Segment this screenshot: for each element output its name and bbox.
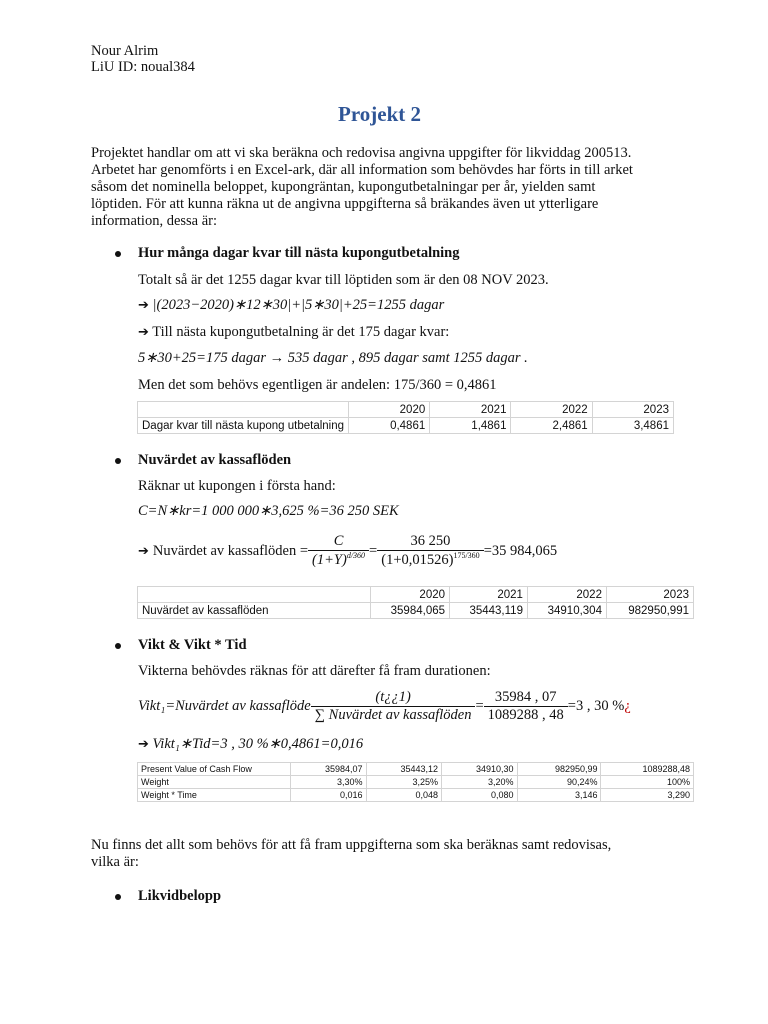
- table-header: 2022: [511, 402, 592, 418]
- outro-line: vilka är:: [91, 854, 139, 870]
- intro-line: Projektet handlar om att vi ska beräkna och redovisa angivna uppgifter för likviddag 200513.: [91, 145, 632, 161]
- table-header: 2021: [430, 402, 511, 418]
- bullet-icon: [115, 458, 121, 464]
- section1-line3: Men det som behövs egentligen är andelen: 175/360 = 0,4861: [138, 377, 497, 393]
- page-title: Projekt 2: [338, 102, 422, 126]
- table-cell: 982950,99: [517, 763, 601, 776]
- table-row-label: Weight * Time: [138, 789, 291, 802]
- arrow-icon: ➔: [138, 325, 149, 340]
- table-cell: 35443,119: [450, 603, 528, 619]
- weight-result-mark: ¿: [624, 697, 631, 714]
- pv-label: Nuvärdet av kassaflöden =: [152, 542, 309, 559]
- days-table: [137, 401, 674, 434]
- section1-line1: Totalt så är det 1255 dagar kvar till löptiden som är den 08 NOV 2023.: [138, 272, 549, 288]
- table-header: 2022: [527, 587, 606, 603]
- table-header: 2021: [450, 587, 528, 603]
- bullet-icon: [115, 251, 121, 257]
- arrow-icon: ➔: [138, 298, 149, 313]
- table-row: [138, 418, 674, 434]
- section4-heading: Likvidbelopp: [138, 888, 222, 904]
- table-cell: 0,080: [442, 789, 518, 802]
- table-row: [138, 789, 694, 802]
- weight-equation: Vikt₁=Nuvärdet av kassaflöde $\frac{(t¿¿1)}{\text{∑ Nuvärdet av kassaflöden}}$ = $\frac{35984 , 07}{1089288 , 48}$ =3 , 30 % ¿: [138, 688, 631, 723]
- table-cell: 100%: [601, 776, 694, 789]
- section3-formula2: ➔ Vikt₁∗Tid=3 , 30 %∗0,4861=0,016: [138, 736, 364, 752]
- table-cell: 35984,065: [371, 603, 450, 619]
- section3-line1: Vikterna behövdes räknas för att därefter få fram durationen:: [138, 663, 491, 679]
- table-cell: 34910,304: [527, 603, 606, 619]
- pv-fraction: $\frac{C}{(1+Y)^{d/360}}$: [308, 533, 369, 569]
- table-cell: 0,4861: [349, 418, 430, 434]
- table-cell: 3,146: [517, 789, 601, 802]
- intro-line: information, dessa är:: [91, 213, 218, 229]
- section1-formula2: 5∗30+25=175 dagar → 535 dagar , 895 dagar samt 1255 dagar .: [138, 350, 528, 366]
- section2-line1: Räknar ut kupongen i första hand:: [138, 478, 336, 494]
- table-cell: 3,290: [601, 789, 694, 802]
- table-header-row: [138, 402, 674, 418]
- table-cell: 0,016: [291, 789, 367, 802]
- table-cell: 3,4861: [592, 418, 673, 434]
- table-header: 2023: [606, 587, 693, 603]
- table-cell: 1,4861: [430, 418, 511, 434]
- table-row-label: Present Value of Cash Flow: [138, 763, 291, 776]
- pv-fraction-values: $\frac{36 250}{(1+0,01526)^{175/360}}$: [377, 533, 483, 569]
- table-row-label: Dagar kvar till nästa kupong utbetalning: [138, 418, 349, 434]
- section2-formula1: C=N∗kr=1 000 000∗3,625 %=36 250 SEK: [138, 503, 399, 519]
- weight-result: =3 , 30 %: [567, 697, 625, 714]
- table-cell: [138, 402, 349, 418]
- intro-line: löptiden. För att kunna räkna ut de angivna uppgifterna så bräkandes även ut ytterligare: [91, 196, 599, 212]
- table-header: 2023: [592, 402, 673, 418]
- bullet-icon: [115, 643, 121, 649]
- table-cell: 982950,991: [606, 603, 693, 619]
- arrow-icon: ➔: [138, 737, 149, 752]
- section1-line2: ➔ Till nästa kupongutbetalning är det 175 dagar kvar:: [138, 324, 450, 340]
- liu-id: LiU ID: noual384: [91, 59, 195, 75]
- table-cell: 34910,30: [442, 763, 518, 776]
- author-name: Nour Alrim: [91, 43, 159, 59]
- table-header-row: [138, 587, 694, 603]
- table-row: [138, 763, 694, 776]
- table-cell: 3,30%: [291, 776, 367, 789]
- weight-fraction-values: $\frac{35984 , 07}{1089288 , 48}$: [484, 689, 568, 724]
- table-header: 2020: [349, 402, 430, 418]
- weight-table: [137, 762, 694, 802]
- pv-table: [137, 586, 694, 619]
- intro-paragraph: [91, 145, 633, 230]
- table-header: 2020: [371, 587, 450, 603]
- table-cell: 35984,07: [291, 763, 367, 776]
- pv-result: =35 984,065: [483, 542, 558, 559]
- section3-heading: Vikt & Vikt * Tid: [138, 637, 247, 653]
- outro-paragraph: [91, 837, 611, 871]
- table-cell: 3,20%: [442, 776, 518, 789]
- section2-heading: Nuvärdet av kassaflöden: [138, 452, 292, 468]
- table-row-label: Nuvärdet av kassaflöden: [138, 603, 371, 619]
- table-cell: 90,24%: [517, 776, 601, 789]
- weight-lhs: Vikt₁=Nuvärdet av kassaflöde: [138, 697, 311, 714]
- intro-line: såsom det nominella beloppet, kupongräntan, kupongutbetalningar per år, yielden samt: [91, 179, 596, 195]
- table-row-label: Weight: [138, 776, 291, 789]
- table-cell: [138, 587, 371, 603]
- table-cell: 0,048: [366, 789, 442, 802]
- section1-formula1: ➔ |(2023−2020)∗12∗30|+|5∗30|+25=1255 dagar: [138, 297, 445, 313]
- bullet-icon: [115, 894, 121, 900]
- table-row: [138, 603, 694, 619]
- pv-equation: ➔ Nuvärdet av kassaflöden = $\frac{C}{(1+Y)^{d/360}}$ = $\frac{36 250}{(1+0,01526)^{175/360}}$ =35 984,065: [138, 533, 558, 568]
- table-cell: 1089288,48: [601, 763, 694, 776]
- outro-line: Nu finns det allt som behövs för att få fram uppgifterna som ska beräknas samt redovisas,: [91, 837, 612, 853]
- intro-line: Arbetet har genomförts i en Excel-ark, där all information som behövdes har förts in till arket: [91, 162, 633, 178]
- arrow-icon: ➔: [138, 543, 149, 559]
- table-cell: 2,4861: [511, 418, 592, 434]
- table-cell: 35443,12: [366, 763, 442, 776]
- weight-fraction: $\frac{(t¿¿1)}{\text{∑ Nuvärdet av kassaflöden}}$: [311, 689, 476, 724]
- section1-heading: Hur många dagar kvar till nästa kupongutbetalning: [138, 245, 460, 261]
- table-cell: 3,25%: [366, 776, 442, 789]
- table-row: [138, 776, 694, 789]
